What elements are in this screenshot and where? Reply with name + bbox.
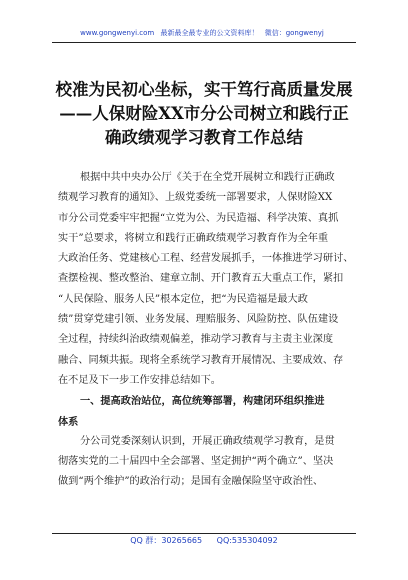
title-line-1: 校准为民初心坐标，实干笃行高质量发展 xyxy=(55,80,353,99)
page-header xyxy=(52,28,352,38)
title-line-3: 确政绩观学习教育工作总结 xyxy=(105,128,303,147)
body-line: 在不足及下一步工作安排总结如下。 xyxy=(58,374,221,386)
title-line-2: ——人保财险XX市分公司树立和践行正 xyxy=(59,104,349,123)
section-heading-1: 一、提高政治站位，高位统筹部署，构建闭环组织推进 xyxy=(80,395,325,408)
body-line: 绩”贯穿党建引领、业务发展、理赔服务、风险防控、队伍建设 xyxy=(58,314,339,326)
body-line: 实干”总要求，将树立和践行正确政绩观学习教育作为全年重 xyxy=(58,232,329,244)
body-line: 分公司党委深刻认识到，开展正确政绩观学习教育，是贯 xyxy=(80,435,335,447)
section-heading-1-cont: 体系 xyxy=(58,415,79,428)
body-line: 绩观学习教育的通知》、上级党委统一部署要求，人保财险XX xyxy=(58,192,333,204)
document-title xyxy=(52,78,356,150)
footer-qq-group: QQ 群：30265665 xyxy=(130,536,203,545)
body-line: 彻落实党的二十届四中全会部署、坚定拥护“两个确立”、坚决 xyxy=(58,456,334,468)
body-line: 根据中共中央办公厅《关于在全党开展树立和践行正确政 xyxy=(80,172,335,183)
header-wechat: 微信：gongwenyj xyxy=(264,29,324,37)
header-divider xyxy=(52,42,356,43)
footer-qq-contact: QQ:535304092 xyxy=(216,536,278,545)
header-slogan: 最新最全最专业的公文资料库！ xyxy=(160,29,259,37)
page-footer xyxy=(52,536,356,546)
body-line: 融合、同频共振。现将全系统学习教育开展情况、主要成效、存 xyxy=(58,354,344,366)
body-line: 大政治任务、党建核心工程、经营发展抓手，一体推进学习研讨、 xyxy=(58,253,354,265)
header-site-link[interactable]: www.gongwenyi.com xyxy=(80,29,155,37)
body-line: 做到“两个维护”的政治行动；是国有金融保险坚守政治性、 xyxy=(58,476,324,488)
body-line: 全过程，持续纠治政绩观偏差，推动学习教育与主责主业深度 xyxy=(58,334,334,346)
document-body xyxy=(58,168,358,493)
body-line: 查摆检视、整改整治、建章立制、开门教育五大重点工作，紧扣 xyxy=(58,273,344,285)
body-line: “人民保险、服务人民”根本定位，把“为民造福是最大政 xyxy=(58,293,308,305)
footer-divider xyxy=(52,533,356,534)
body-line: 市分公司党委牢牢把握“立党为公、为民造福、科学决策、真抓 xyxy=(58,212,339,224)
